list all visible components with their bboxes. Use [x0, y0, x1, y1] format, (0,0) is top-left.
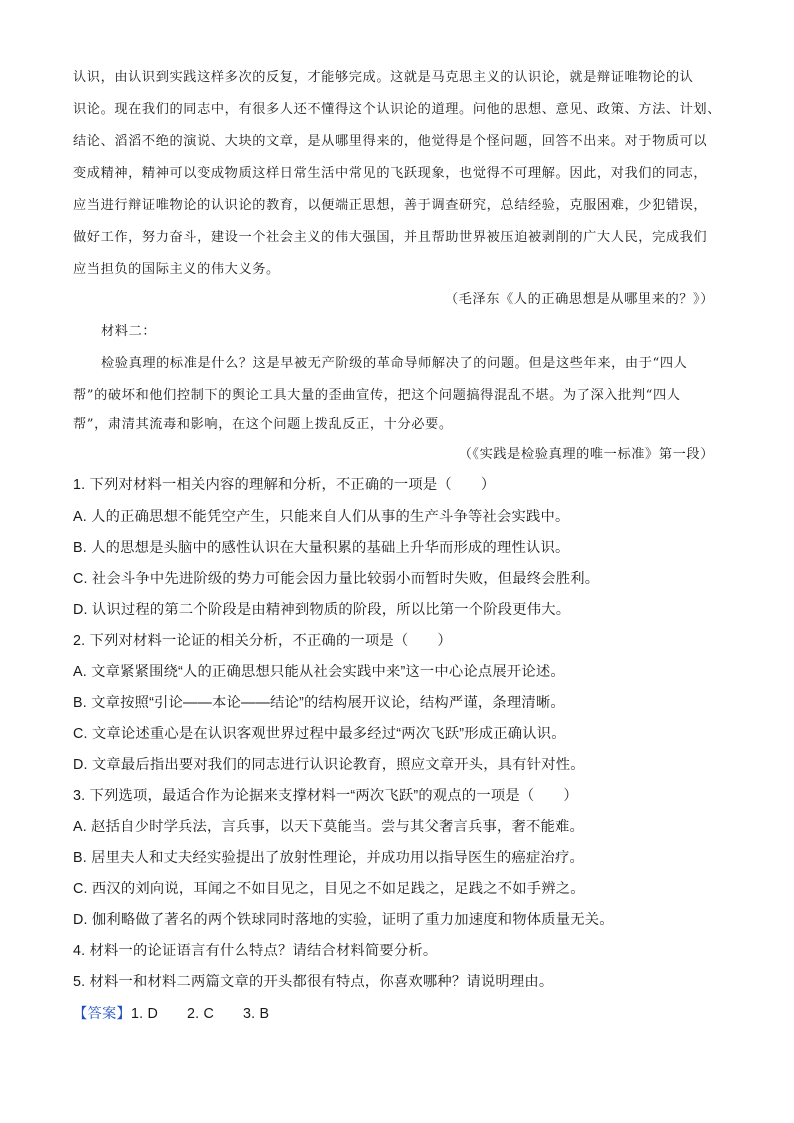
option-item: B. 文章按照“引论——本论——结论”的结构展开议论，结构严谨，条理清晰。: [73, 695, 565, 711]
question-stem: 4. 材料一的论证语言有什么特点？请结合材料简要分析。: [73, 943, 438, 959]
option-item: C. 社会斗争中先进阶级的势力可能会因力量比较弱小而暂时失败，但最终会胜利。: [73, 571, 600, 587]
question-stem: 5. 材料一和材料二两篇文章的开头都很有特点，你喜欢哪种？请说明理由。: [73, 974, 554, 990]
option-item: D. 认识过程的第二个阶段是由精神到物质的阶段，所以比第一个阶段更伟大。: [73, 602, 571, 618]
passage2-line: 帮”，肃清其流毒和影响，在这个问题上拨乱反正，十分必要。: [73, 417, 453, 432]
answer-line: [73, 1003, 269, 1023]
option-item: A. 赵括自少时学兵法，言兵事，以天下莫能当。尝与其父奢言兵事，奢不能难。: [73, 819, 584, 835]
option-item: C. 西汉的刘向说，耳闻之不如目见之，目见之不如足践之，足践之不如手辨之。: [73, 881, 585, 897]
passage1-line: 应当担负的国际主义的伟大义务。: [73, 262, 280, 277]
passage1-line: 认识，由认识到实践这样多次的反复，才能够完成。这就是马克思主义的认识论，就是辩证唯物论的认: [73, 70, 694, 85]
option-item: C. 文章论述重心是在认识客观世界过程中最多经过“两次飞跃”形成正确认识。: [73, 726, 566, 742]
option-item: B. 居里夫人和丈夫经实验提出了放射性理论，并成功用以指导医生的癌症治疗。: [73, 850, 584, 866]
option-item: D. 伽利略做了著名的两个铁球同时落地的实验，证明了重力加速度和物体质量无关。: [73, 912, 614, 928]
passage1-line: 结论、滔滔不绝的演说、大块的文章，是从哪里得来的，他觉得是个怪问题，回答不出来。对于物质可以: [73, 134, 708, 149]
source-citation-2: （《实践是检验真理的唯一标准》第一段）: [458, 447, 714, 462]
question-stem: 3. 下列选项，最适合作为论据来支撑材料一“两次飞跃”的观点的一项是（ ）: [73, 788, 578, 804]
question-stem: 1. 下列对材料一相关内容的理解和分析，不正确的一项是（ ）: [73, 477, 496, 493]
passage2-line: 帮”的破坏和他们控制下的舆论工具大量的歪曲宣传，把这个问题搞得混乱不堪。为了深入批判“四人: [73, 388, 681, 403]
option-item: A. 人的正确思想不能凭空产生，只能来自人们从事的生产斗争等社会实践中。: [73, 509, 570, 525]
question-stem: 2. 下列对材料一论证的相关分析，不正确的一项是（ ）: [73, 633, 452, 649]
passage1-line: 变成精神，精神可以变成物质这样日常生活中常见的飞跃现象，也觉得不可理解。因此，对我们的同志，: [73, 166, 708, 181]
option-item: B. 人的思想是头脑中的感性认识在大量积累的基础上升华而形成的理性认识。: [73, 540, 570, 556]
passage2-line: 检验真理的标准是什么？这是早被无产阶级的革命导师解决了的问题。但是这些年来，由于“四人: [101, 356, 688, 371]
material2-heading: 材料二：: [101, 324, 157, 339]
source-citation-1: （毛泽东《人的正确思想是从哪里来的？》）: [444, 292, 714, 307]
option-item: A. 文章紧紧围绕“人的正确思想只能从社会实践中来”这一中心论点展开论述。: [73, 664, 565, 680]
option-item: D. 文章最后指出要对我们的同志进行认识论教育，照应文章开头，具有针对性。: [73, 757, 585, 773]
answer-label: 【答案】: [73, 1006, 131, 1022]
passage1-line: 做好工作，努力奋斗，建设一个社会主义的伟大强国，并且帮助世界被压迫被剥削的广大人民，完成我们: [73, 230, 708, 245]
passage1-line: 识论。现在我们的同志中，有很多人还不懂得这个认识论的道理。问他的思想、意见、政策、方法、计划、: [73, 102, 722, 117]
passage1-line: 应当进行辩证唯物论的认识论的教育，以便端正思想，善于调查研究，总结经验，克服困难，少犯错误，: [73, 198, 708, 213]
answer-values: 1. D 2. C 3. B: [131, 1006, 270, 1022]
